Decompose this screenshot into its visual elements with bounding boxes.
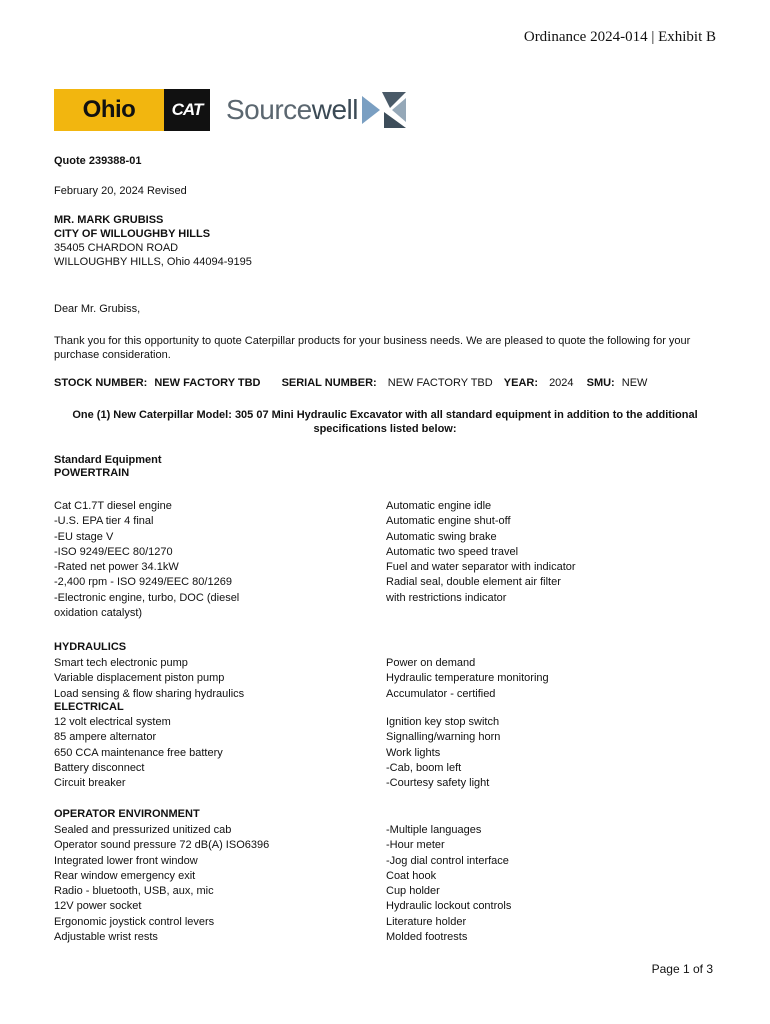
list-item: Fuel and water separator with indicator [386,561,576,574]
list-item: Molded footrests [386,931,468,944]
list-item: -Jog dial control interface [386,854,509,867]
address-line-1: 35405 CHARDON ROAD [54,242,179,254]
smu-label: SMU: [586,377,615,389]
list-item: -Courtesy safety light [386,777,490,790]
cat-logo-text: CAT [171,100,203,119]
list-item: Ignition key stop switch [386,716,500,728]
exhibit-header: Ordinance 2024-014 | Exhibit B [523,29,716,45]
intro-paragraph: Thank you for this opportunity to quote Caterpillar products for your business needs. We are pleased to quote the following for your purchase consideration. [54,335,691,361]
list-item: -Cab, boom left [386,761,462,774]
cat-logo [164,89,210,131]
electrical-heading: ELECTRICAL [54,701,124,713]
list-item: Automatic engine idle [386,500,492,512]
list-item: Operator sound pressure 72 dB(A) ISO6396 [54,839,270,852]
list-item: Sealed and pressurized unitized cab [54,824,232,836]
hydraulics-right-list [386,656,549,702]
sourcewell-logo-text [226,94,358,126]
list-item: -Hour meter [386,839,445,852]
recipient-name: MR. MARK GRUBISS [54,214,164,226]
operator-right-list [386,823,511,945]
page-number: Page 1 of 3 [651,962,713,976]
hydraulics-heading: HYDRAULICS [54,641,127,653]
sourcewell-text-b: well [311,94,358,125]
list-item: -2,400 rpm - ISO 9249/EEC 80/1269 [54,576,232,589]
electrical-right-list [386,715,500,791]
year-label: YEAR: [503,377,538,389]
smu-value: NEW [621,377,648,389]
quote-date: February 20, 2024 Revised [54,185,187,197]
standard-equipment-heading: Standard Equipment [54,454,162,466]
year-value: 2024 [549,377,574,389]
address-line-2: WILLOUGHBY HILLS, Ohio 44094-9195 [54,256,252,268]
quote-number: Quote 239388-01 [54,155,142,167]
ohio-logo [54,89,164,131]
operator-heading: OPERATOR ENVIRONMENT [54,808,200,820]
list-item: Variable displacement piston pump [54,672,225,685]
list-item: Power on demand [386,657,476,669]
list-item: Circuit breaker [54,777,126,790]
list-item: Adjustable wrist rests [54,931,158,944]
sourcewell-text-a: Source [226,94,312,125]
list-item: -Multiple languages [386,824,482,836]
greeting: Dear Mr. Grubiss, [54,303,141,315]
list-item: Cup holder [386,885,440,898]
list-item: Automatic two speed travel [386,545,519,558]
list-item: Radial seal, double element air filter [386,576,561,589]
serial-value: NEW FACTORY TBD [387,377,493,389]
operator-left-list [54,823,269,945]
recipient-org: CITY OF WILLOUGHBY HILLS [54,228,211,240]
list-item: Cat C1.7T diesel engine [54,500,172,512]
powertrain-right-list [386,499,576,606]
list-item: -EU stage V [54,530,114,543]
list-item: Radio - bluetooth, USB, aux, mic [54,885,214,898]
list-item: Smart tech electronic pump [54,657,188,669]
list-item: Work lights [386,746,441,759]
sourcewell-logo [226,92,406,128]
list-item: Integrated lower front window [54,854,198,867]
list-item: Literature holder [386,915,467,928]
list-item: 650 CCA maintenance free battery [54,746,223,759]
list-item: Signalling/warning horn [386,731,501,744]
powertrain-left-list [54,499,239,621]
list-item: Automatic swing brake [386,530,497,543]
list-item: Rear window emergency exit [54,869,196,882]
list-item: Ergonomic joystick control levers [54,915,215,928]
electrical-left-list [54,715,223,791]
list-item: Hydraulic lockout controls [386,900,512,913]
list-item: 12V power socket [54,900,142,913]
stock-value: NEW FACTORY TBD [154,377,261,389]
list-item: Load sensing & flow sharing hydraulics [54,687,245,700]
list-item: 85 ampere alternator [54,731,157,744]
list-item: Accumulator - certified [386,687,496,700]
list-item: -U.S. EPA tier 4 final [54,515,154,528]
list-item: with restrictions indicator [386,591,507,604]
stock-line [54,377,651,389]
list-item: Hydraulic temperature monitoring [386,672,549,685]
list-item: -ISO 9249/EEC 80/1270 [54,545,173,558]
serial-label: SERIAL NUMBER: [281,377,377,389]
list-item: 12 volt electrical system [54,716,171,728]
list-item: oxidation catalyst) [54,607,143,620]
sourcewell-mark-icon [362,92,406,128]
stock-label: STOCK NUMBER: [54,377,148,389]
model-description: One (1) New Caterpillar Model: 305 07 Mini Hydraulic Excavator with all standard equipment in addition to the additional specifications listed below: [72,409,698,435]
list-item: Coat hook [386,869,437,882]
hydraulics-left-list [54,656,244,702]
list-item: -Rated net power 34.1kW [54,561,179,574]
logo-bar [54,89,406,131]
powertrain-heading: POWERTRAIN [54,467,130,479]
list-item: Automatic engine shut-off [386,515,511,528]
ohio-logo-text: Ohio [82,96,136,123]
list-item: Battery disconnect [54,761,145,774]
list-item: -Electronic engine, turbo, DOC (diesel [54,591,240,604]
